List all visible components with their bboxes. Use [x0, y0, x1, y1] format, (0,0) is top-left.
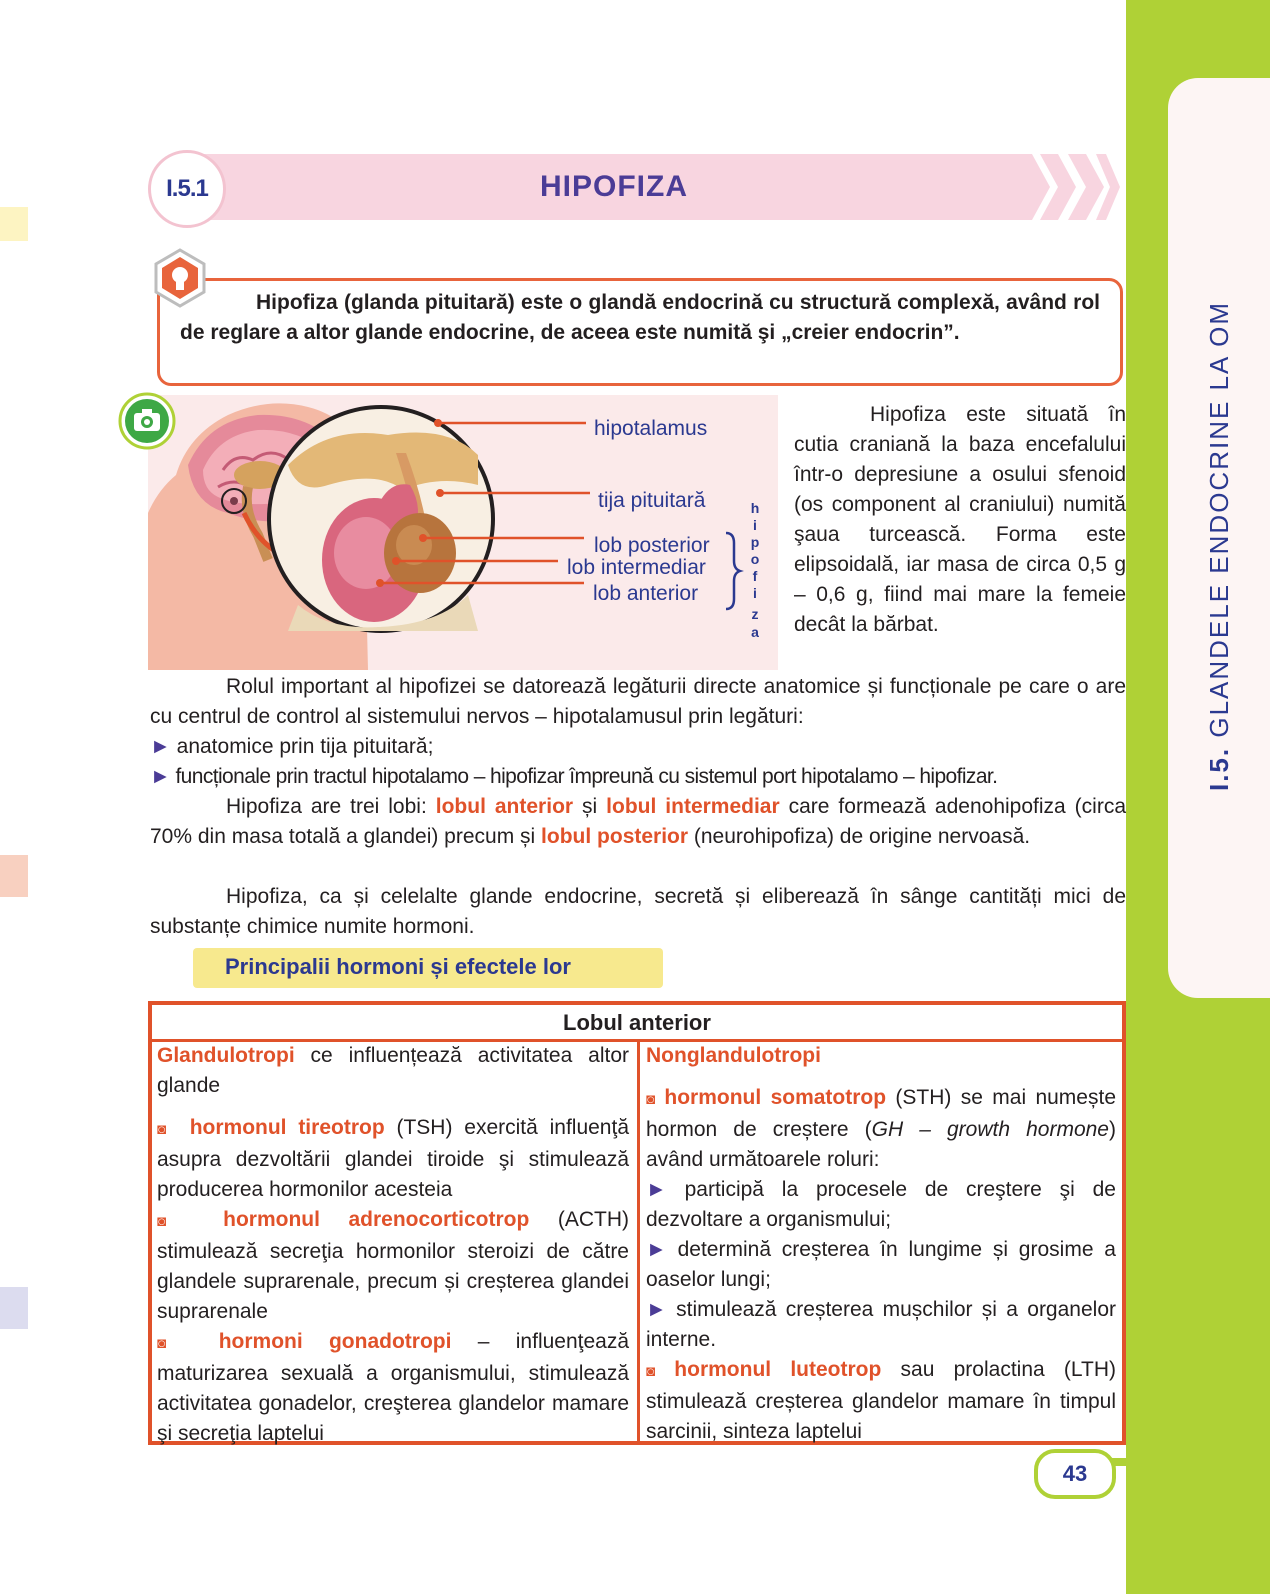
label-posterior-lobe: lob posterior [594, 534, 710, 557]
section-number: I.5.1 [166, 175, 208, 202]
hormone-acth: ◙ hormonul adrenocorticotrop (ACTH) stimulează secreţia hormonilor steroizi de către glandele suprarenale, precum și creșterea glandei suprarenale [157, 1208, 630, 1323]
paragraph-hormones: Hipofiza, ca și celelalte glande endocrine, secretă și eliberează în sânge cantități mici de substanțe chimice numite hormoni. [150, 885, 1126, 938]
label-anterior-lobe: lob anterior [593, 582, 699, 605]
hormone-lth: ◙ hormonul luteotrop sau prolactina (LTH) stimulează creșterea glandelor mamare în timpul sarcinii, sinteza laptelui [646, 1358, 1116, 1443]
hormone-tsh: ◙ hormonul tireotrop (TSH) exercită influenţă asupra dezvoltării glandei tiroide şi stimulează producerea hormonilor acesteia [157, 1116, 630, 1201]
vertical-letter: a [751, 624, 759, 640]
location-paragraph: Hipofiza este situată în cutia craniană la baza encefalului într-o depresiune a osului sfenoid (os component al craniului) numită şaua turcească. Forma este elipsoidală, iar masa de circa 0,5 g – 0,6 g, fiind mai mare la femeie decât la bărbat. [794, 403, 1126, 636]
label-pituitary-stalk: tija pituitară [598, 489, 706, 512]
vertical-letter: i [753, 517, 757, 533]
table-divider [637, 1040, 640, 1442]
sth-role-bones: ► determină creșterea în lungime și grosime a oaselor lungi; [646, 1238, 1116, 1291]
hormone-sth: ◙ hormonul somatotrop (STH) se mai numește hormon de creștere (GH – growth hormone) având următoarele roluri: [646, 1086, 1116, 1171]
subheading: Principalii hormoni și efectele lor [225, 954, 571, 979]
table-column-glandulotropic [157, 1041, 629, 1449]
glandulotropic-heading: Glandulotropi ce influențează activitatea altor glande [157, 1044, 629, 1097]
paragraph-lobes: Hipofiza are trei lobi: lobul anterior și lobul intermediar care formează adenohipofiza (circa 70% din masa totală a glandei) precum și lobul posterior (neurohipofiza) de origine nervoasă. [150, 795, 1126, 848]
margin-mark-orange [0, 855, 28, 897]
table-column-nonglandulotropic [646, 1041, 1116, 1447]
label-hypothalamus: hipotalamus [594, 417, 708, 440]
hormone-gonadotropic: ◙ hormoni gonadotropi – influenţează maturizarea sexuală a organismului, stimulează activitatea gonadelor, creşterea glandelor mamare şi secreţia laptelui [157, 1330, 630, 1445]
vertical-letter: i [753, 585, 757, 601]
bullet-functional: ► funcționale prin tractul hipotalamo – hipofizar împreună cu sistemul port hipotalamo – hipofizar. [150, 765, 998, 788]
vertical-letter: z [751, 606, 759, 622]
vertical-letter: p [750, 534, 760, 550]
margin-mark-yellow [0, 207, 28, 241]
sth-role-muscles: ► stimulează creșterea mușchilor și a organelor interne. [646, 1298, 1116, 1351]
vertical-letter: h [750, 500, 760, 516]
sth-role-growth: ► participă la procesele de creştere şi de dezvoltare a organismului; [646, 1178, 1116, 1231]
page-number: 43 [1034, 1449, 1116, 1499]
paragraph-role: Rolul important al hipofizei se datorează legăturii directe anatomice și funcționale pe care o are cu centrul de control al sistemului nervos – hipotalamusul prin legături: [150, 675, 1126, 728]
vertical-letter: f [752, 568, 758, 584]
bullet-anatomic: ► anatomice prin tija pituitară; [150, 735, 434, 758]
chevron-arrows-icon [1010, 154, 1120, 220]
margin-mark-lilac [0, 1287, 28, 1329]
definition-text: Hipofiza (glanda pituitară) este o glandă endocrină cu structură complexă, având rol de reglare a altor glande endocrine, de aceea este numită şi „creier endocrin”. [180, 291, 1100, 344]
chapter-title: I.5. GLANDELE ENDOCRINE LA OM [1204, 300, 1234, 792]
page-title: HIPOFIZA [540, 170, 688, 203]
nonglandulotropic-heading: Nonglandulotropi [646, 1044, 821, 1067]
table-header: Lobul anterior [152, 1005, 1122, 1042]
vertical-letter: o [750, 551, 760, 567]
camera-icon [118, 392, 176, 450]
label-intermediate-lobe: lob intermediar [567, 556, 706, 579]
